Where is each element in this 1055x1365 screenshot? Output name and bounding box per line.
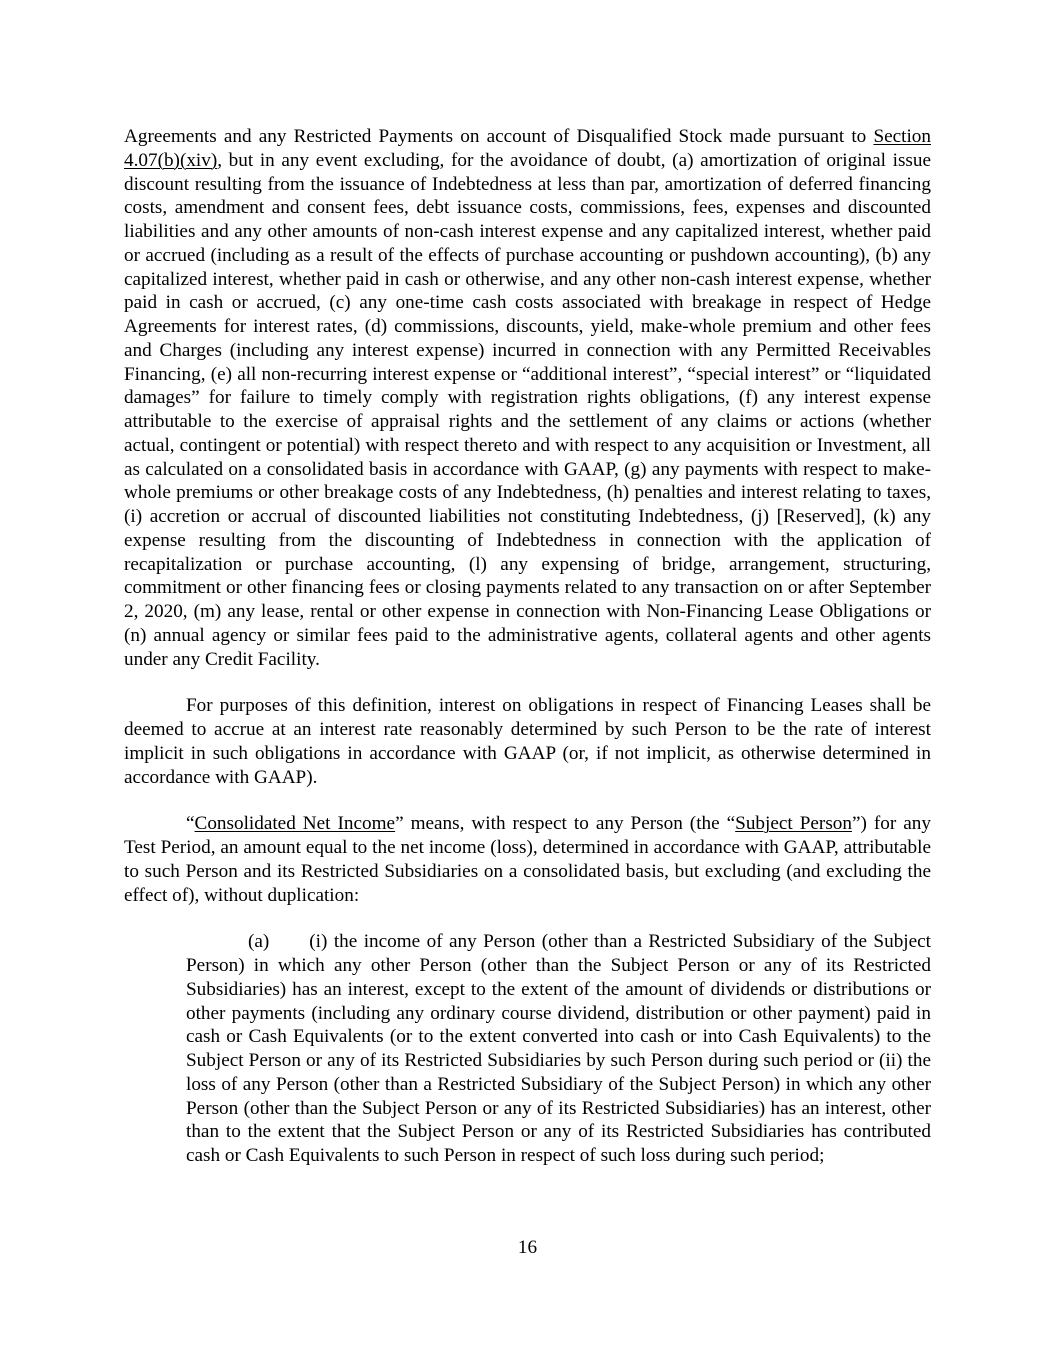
consolidated-net-income-definition	[124, 812, 931, 907]
definition-text: ” means, with respect to any Person (the “	[395, 813, 736, 835]
document-page	[124, 125, 931, 1168]
page-number: 16	[517, 1237, 538, 1258]
definition-text: ”) for any Test Period, an amount equal to the net income (loss), determined in accordance with GAAP, attributable to such Person and its Restricted Subsidiaries on a consolidated basis, but excluding (and excluding the effect of), without duplication:	[124, 813, 931, 906]
clause-text: (i) the income of any Person (other than a Restricted Subsidiary of the Subject Person) in which any other Person (other than the Subject Person or any of its Restricted Subsidiaries) has an interest, except to the extent of the amount of dividends or distributions or other payments (including any ordinary course dividend, distribution or other payment) paid in cash or Cash Equivalents (or to the extent converted into cash or into Cash Equivalents) to the Subject Person or any of its Restricted Subsidiaries by such Person during such period or (ii) the loss of any Person (other than a Restricted Subsidiary of the Subject Person) in which any other Person (other than the Subject Person or any of its Restricted Subsidiaries) has an interest, other than to the extent that the Subject Person or any of its Restricted Subsidiaries has contributed cash or Cash Equivalents to such Person in respect of such loss during such period;	[186, 931, 931, 1166]
defined-term-subject-person: Subject Person	[735, 813, 852, 835]
open-quote: “	[186, 813, 195, 835]
section-reference-link: Section 4.07(b)(xiv)	[124, 126, 931, 171]
clause-label: (a)	[248, 931, 270, 953]
defined-term: Consolidated Net Income	[194, 813, 396, 835]
paragraph-text: For purposes of this definition, interest on obligations in respect of Financing Leases shall be deemed to accrue at an interest rate reasonably determined by such Person to be the rate of interest implicit in such obligations in accordance with GAAP (or, if not implicit, as otherwise determined in accordance with GAAP).	[124, 695, 931, 788]
interest-expense-exclusions-paragraph	[124, 125, 931, 671]
financing-leases-paragraph	[124, 694, 931, 789]
clause-a-paragraph	[186, 930, 931, 1168]
paragraph-text: Agreements and any Restricted Payments on account of Disqualified Stock made pursuant to	[124, 126, 874, 147]
paragraph-text: , but in any event excluding, for the avoidance of doubt, (a) amortization of original issue discount resulting from the issuance of Indebtedness at less than par, amortization of deferred financing costs, amendment and consent fees, debt issuance costs, commissions, fees, expenses and discounted liabilities and any other amounts of non-cash interest expense and any capitalized interest, whether paid or accrued (including as a result of the effects of purchase accounting or pushdown accounting), (b) any capitalized interest, whether paid in cash or otherwise, and any other non-cash interest expense, whether paid in cash or accrued, (c) any one-time cash costs associated with breakage in respect of Hedge Agreements for interest rates, (d) commissions, discounts, yield, make-whole premium and other fees and Charges (including any interest expense) incurred in connection with any Permitted Receivables Financing, (e) all non-recurring interest expense or “additional interest”, “special interest” or “liquidated damages” for failure to timely comply with registration rights obligations, (f) any interest expense attributable to the exercise of appraisal rights and the settlement of any claims or actions (whether actual, contingent or potential) with respect thereto and with respect to any acquisition or Investment, all as calculated on a consolidated basis in accordance with GAAP, (g) any payments with respect to make-whole premiums or other breakage costs of any Indebtedness, (h) penalties and interest relating to taxes, (i) accretion or accrual of discounted liabilities not constituting Indebtedness, (j) [Reserved], (k) any expense resulting from the discounting of Indebtedness in connection with the application of recapitalization or purchase accounting, (l) any expensing of bridge, arrangement, structuring, commitment or other financing fees or closing payments related to any transaction on or after September 2, 2020, (m) any lease, rental or other expense in connection with Non-Financing Lease Obligations or (n) annual agency or similar fees paid to the administrative agents, collateral agents and other agents under any Credit Facility.	[124, 149, 931, 670]
